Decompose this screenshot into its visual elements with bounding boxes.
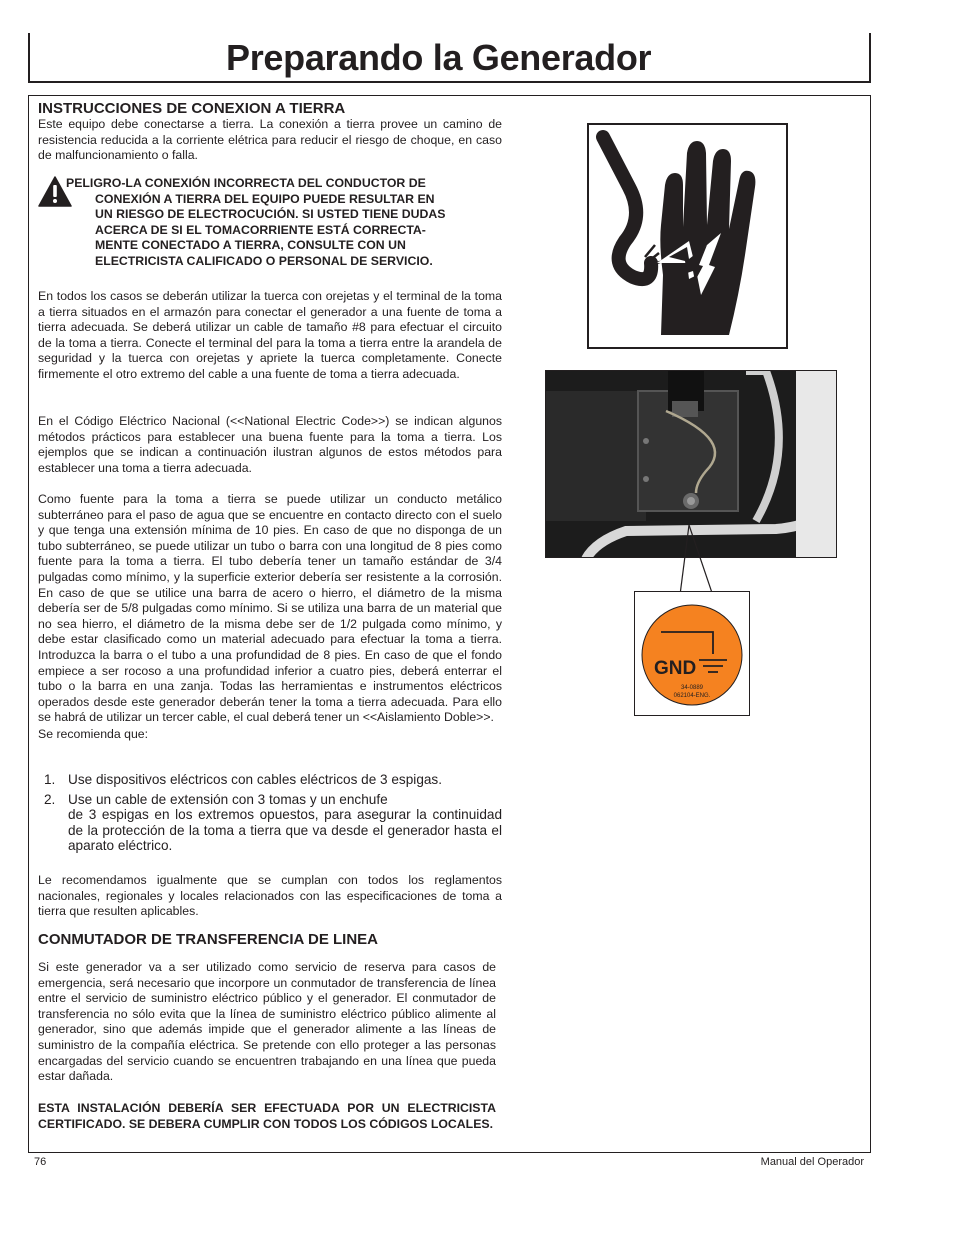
generator-ground-photo (545, 370, 837, 558)
recommend-intro: Se recomienda que: (38, 726, 149, 741)
gnd-decal (635, 592, 749, 715)
ground-terminal-photo (546, 371, 837, 558)
warning-line: PELIGRO-LA CONEXIÓN INCORRECTA DEL CONDUCTOR DE (66, 176, 426, 190)
list-item (38, 772, 502, 788)
warning-triangle-icon (38, 176, 72, 208)
grounding-para-4 (38, 873, 502, 920)
transfer-heading-block (38, 931, 502, 948)
grounding-para-2 (38, 414, 502, 476)
paragraph: En el Código Eléctrico Nacional (<<National Electric Code>>) se indican algunos métodos prácticos para establecer una buena fuente para la toma a tierra. Los ejemplos que se indican a continuación ilustran algunos de estos métodos para establecer una toma a tierra adecuada. (38, 414, 502, 475)
transfer-para-1 (38, 960, 496, 1085)
warning-line: CONEXIÓN A TIERRA DEL EQUIPO PUEDE RESULTAR EN (95, 191, 435, 206)
paragraph: En todos los casos se deberán utilizar la tuerca con orejetas y el terminal de la toma a tierra situados en el armazón para conectar el generador a una fuente de toma a tierra adecuada. Se deberá utilizar un cable de tamaño #8 para efectuar el circuito de la toma a tierra. Conecte el terminal del para la toma a tierra entre la arandela de seguridad y la tuerca con orejetas y apriete la tuerca completamente. Conecte firmemente el otro extremo del cable a una fuente de toma a tierra adecuada. (38, 289, 502, 381)
list-item (38, 792, 502, 854)
danger-warning (38, 176, 502, 270)
list-text: Use un cable de extensión con 3 tomas y un enchufe (68, 791, 388, 807)
grounding-heading: INSTRUCCIONES DE CONEXION A TIERRA (38, 100, 346, 117)
list-number: 2. (44, 791, 56, 807)
electric-shock-hand-icon (589, 125, 786, 347)
list-number: 1. (44, 772, 56, 787)
transfer-heading: CONMUTADOR DE TRANSFERENCIA DE LINEA (38, 931, 378, 948)
warning-line: ACERCA DE SI EL TOMACORRIENTE ESTÁ CORRECTA- (95, 222, 426, 237)
transfer-para-2 (38, 1101, 496, 1132)
warning-text (38, 176, 502, 270)
warning-line: ELECTRICISTA CALIFICADO O PERSONAL DE SERVICIO. (95, 253, 433, 268)
grounding-para-3 (38, 492, 502, 743)
warning-line: UN RIESGO DE ELECTROCUCIÓN. SI USTED TIENE DUDAS (95, 207, 446, 222)
shock-hazard-illustration (587, 123, 788, 349)
list-text: Use dispositivos eléctricos con cables eléctricos de 3 espigas. (68, 772, 443, 787)
grounding-intro-block (38, 100, 502, 164)
gnd-label-callout (634, 591, 750, 716)
paragraph: Como fuente para la toma a tierra se puede utilizar un conducto metálico subterráneo para el paso de agua que se encuentre en contacto directo con el suelo y que tenga una extensión mínima de 10 pies. En caso de que no disponga de un tubo subterráneo, se puede utilizar un tubo o barra con una longitud de 8 pies como fuente para la toma a tierra. El tubo debería tener un tamaño estándar de 3/4 pulgadas como mínimo, y la superficie exterior debería ser resistente a la corrosión. En caso de que se utilice una barra de acero o hierro, el diámetro de la misma debería ser de 5/8 pulgadas como mínimo. Si se utiliza una barra de un material que no sea hierro, el diámetro de la misma debe ser de 1/2 pulgada como mínimo, y debe estar clasificado como un material adecuado para efectuar la toma a tierra. Introduzca la barra o el tubo a una profundidad de 8 pies. En caso de que el fondo empiece a ser rocoso a una profundidad inferior a cuatro pies, deberá enterrar el tubo o la barra en una zanja. Todas las herramientas e instrumentos eléctricos operados desde este generador deberán tener la toma a tierra adecuada. Para ello se habrá de utilizar un tercer cable, el cual deberá tener un <<Aislamiento Doble>>. (38, 492, 502, 725)
page-number: 76 (34, 1156, 47, 1168)
footer-manual-title: Manual del Operador (760, 1156, 864, 1168)
label-code-2: 062104-ENG. (673, 693, 711, 699)
paragraph: Le recomendamos igualmente que se cumplan con todos los reglamentos nacionales, regionales y locales relacionados con las especificaciones de toma a tierra que resulten aplicables. (38, 873, 502, 919)
label-code-1: 34-0889 (680, 685, 704, 691)
bold-notice: ESTA INSTALACIÓN DEBERÍA SER EFECTUADA POR UN ELECTRICISTA CERTIFICADO. SE DEBERA CUMPLIR CON TODOS LOS CÓDIGOS LOCALES. (38, 1101, 496, 1131)
paragraph: Si este generador va a ser utilizado como servicio de reserva para casos de emergencia, será necesario que incorpore un conmutador de transferencia de línea entre el servicio de suministro eléctrico público y el generador. El conmutador de transferencia no sólo evita que la línea de suministro eléctrico público alimente al generador, sino que además impide que el generador alimente a las líneas de suministro de la compañía eléctrica. Se pretende con ello proteger a las personas encargadas del servicio cuando se encuentren trabajando en una línea que pueda estar dañada. (38, 960, 496, 1084)
gnd-text: GND (654, 658, 697, 679)
title-box (28, 33, 871, 83)
grounding-para-1 (38, 289, 502, 383)
recommend-list (38, 772, 502, 854)
warning-line: MENTE CONECTADO A TIERRA, CONSULTE CON UN (95, 238, 406, 253)
list-text-continued: de 3 espigas en los extremos opuestos, para asegurar la continuidad de la protección de la toma a tierra que va desde el generador hasta el aparato eléctrico. (68, 807, 502, 854)
grounding-intro: Este equipo debe conectarse a tierra. La conexión a tierra provee un camino de resistencia reducida a la corriente elétrica para reducir el riesgo de choque, en caso de malfuncionamiento o falla. (38, 117, 502, 163)
page-title: Preparando la Generador (226, 37, 652, 78)
